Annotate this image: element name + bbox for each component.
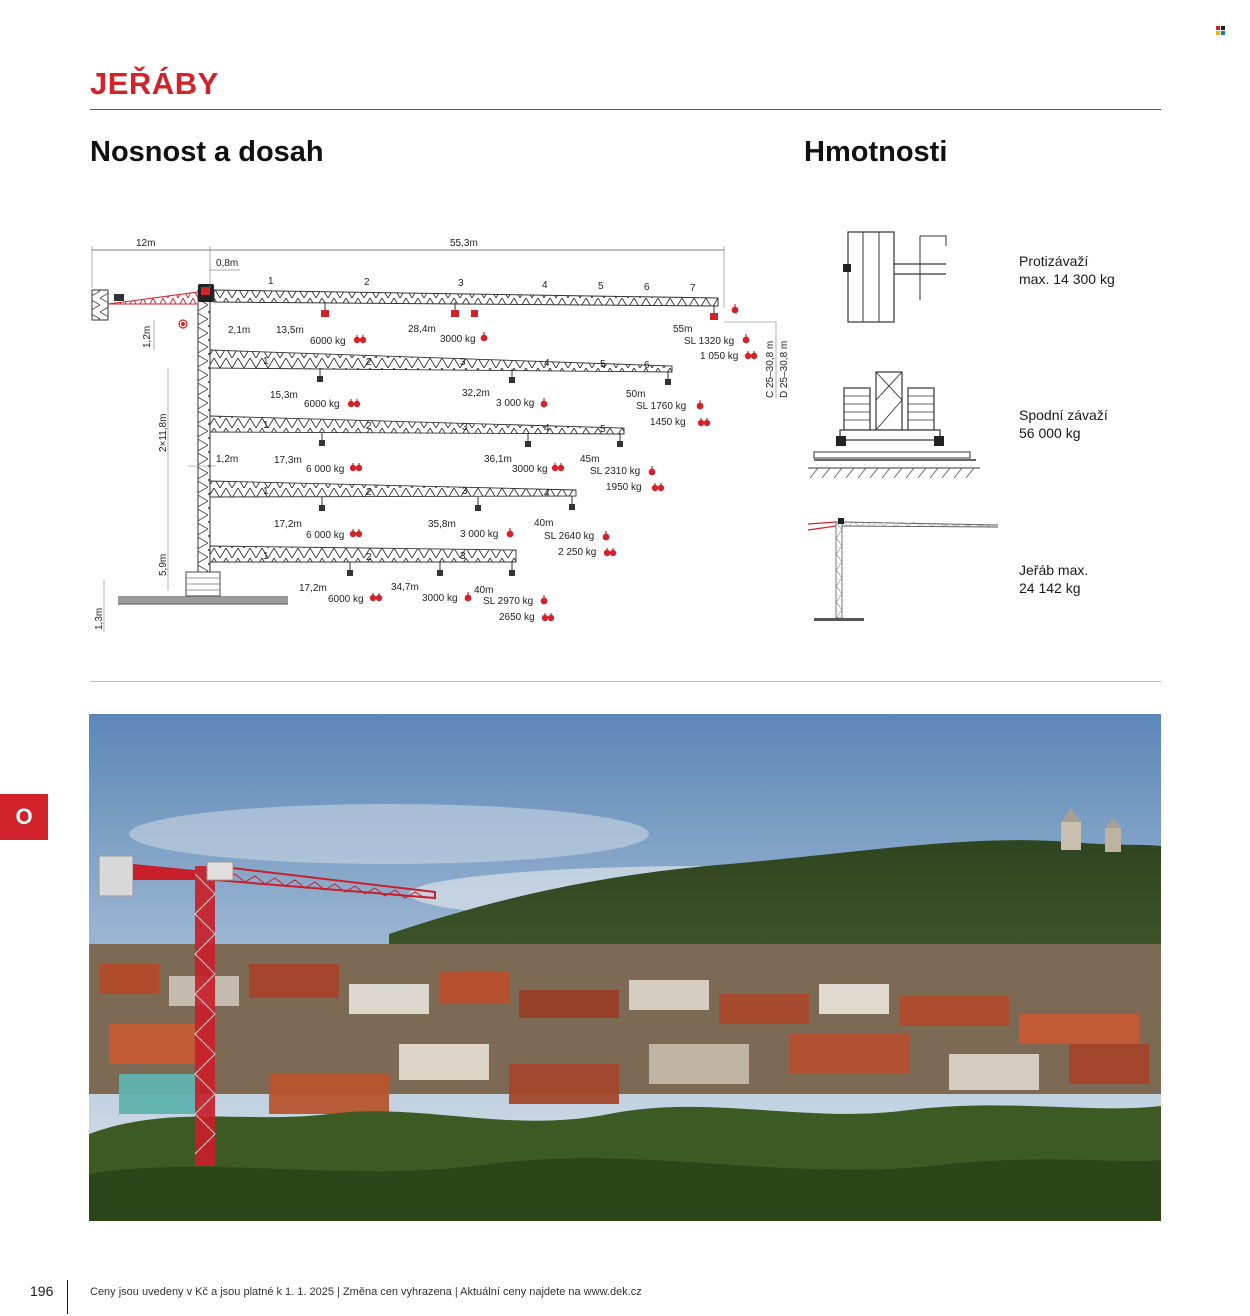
dim-vert-offset: 1,2m — [142, 325, 153, 348]
svg-text:55m: 55m — [673, 324, 693, 335]
svg-text:4: 4 — [544, 488, 550, 499]
svg-text:3000 kg: 3000 kg — [422, 593, 458, 604]
brand-logo-icon — [1216, 26, 1225, 35]
weights-heading: Hmotnosti — [804, 136, 948, 168]
svg-text:6000 kg: 6000 kg — [310, 336, 346, 347]
svg-text:6000 kg: 6000 kg — [328, 594, 364, 605]
page-number: 196 — [30, 1283, 54, 1299]
svg-text:3: 3 — [462, 422, 468, 433]
weight-name: Protizávaží — [1019, 253, 1089, 269]
svg-text:17,3m: 17,3m — [274, 455, 302, 466]
svg-text:2: 2 — [366, 487, 372, 498]
crane-icon — [808, 518, 998, 621]
jib-row-1 — [179, 276, 757, 362]
svg-text:2: 2 — [366, 421, 372, 432]
footer-divider — [67, 1280, 68, 1314]
svg-text:5: 5 — [600, 424, 606, 435]
svg-text:3: 3 — [462, 486, 468, 497]
svg-text:SL 2640 kg: SL 2640 kg — [544, 531, 595, 542]
weight-value: max. 14 300 kg — [1019, 271, 1115, 287]
svg-text:2: 2 — [366, 552, 372, 563]
svg-text:SL 2970 kg: SL 2970 kg — [483, 596, 534, 607]
svg-text:6: 6 — [644, 282, 650, 293]
weight-counterweight — [1019, 252, 1115, 288]
svg-text:50m: 50m — [626, 389, 646, 400]
svg-text:32,2m: 32,2m — [462, 388, 490, 399]
base-ballast-icon — [808, 372, 980, 478]
svg-text:SL 1320 kg: SL 1320 kg — [684, 336, 735, 347]
dim-counter-jib: 12m — [136, 238, 156, 249]
svg-text:3000 kg: 3000 kg — [512, 464, 548, 475]
svg-text:4: 4 — [544, 423, 550, 434]
svg-text:1950 kg: 1950 kg — [606, 482, 642, 493]
load-reach-diagram — [88, 228, 800, 638]
footer-note: Ceny jsou uvedeny v Kč a jsou platné k 1. 1. 2025 | Změna cen vyhrazena | Aktuální ceny najdete na www.dek.cz — [90, 1286, 642, 1298]
svg-text:1: 1 — [268, 276, 274, 287]
svg-text:1 050 kg: 1 050 kg — [700, 351, 739, 362]
weight-name: Spodní závaží — [1019, 407, 1108, 423]
svg-text:2: 2 — [366, 357, 372, 368]
svg-text:28,4m: 28,4m — [408, 324, 436, 335]
dim-mast-upper: 2×11,8m — [158, 413, 169, 452]
header-rule — [90, 109, 1161, 110]
svg-text:4: 4 — [544, 358, 550, 369]
svg-text:7: 7 — [690, 283, 696, 294]
svg-text:1: 1 — [263, 486, 269, 497]
section-divider — [90, 681, 1161, 682]
weight-value: 56 000 kg — [1019, 425, 1081, 441]
svg-text:1450 kg: 1450 kg — [650, 417, 686, 428]
svg-text:2: 2 — [364, 277, 370, 288]
svg-text:2650 kg: 2650 kg — [499, 612, 535, 623]
height-label-d: D 25–30,8 m — [779, 340, 790, 398]
svg-text:40m: 40m — [474, 585, 494, 596]
svg-text:1: 1 — [263, 356, 269, 367]
svg-text:1: 1 — [263, 551, 269, 562]
dim-offset: 0,8m — [216, 258, 239, 269]
dim-jib: 55,3m — [450, 238, 478, 249]
svg-text:6 000 kg: 6 000 kg — [306, 464, 345, 475]
svg-text:3: 3 — [458, 278, 464, 289]
svg-text:2 250 kg: 2 250 kg — [558, 547, 597, 558]
svg-text:6: 6 — [644, 360, 650, 371]
svg-text:3000 kg: 3000 kg — [440, 334, 476, 345]
svg-text:2,1m: 2,1m — [228, 325, 251, 336]
svg-text:17,2m: 17,2m — [274, 519, 302, 530]
dim-mast-lower: 5,9m — [158, 553, 169, 576]
svg-text:3 000 kg: 3 000 kg — [460, 529, 499, 540]
section-title: JEŘÁBY — [90, 66, 219, 101]
svg-text:6 000 kg: 6 000 kg — [306, 530, 345, 541]
svg-text:4: 4 — [542, 280, 548, 291]
svg-text:15,3m: 15,3m — [270, 390, 298, 401]
svg-text:17,2m: 17,2m — [299, 583, 327, 594]
svg-text:SL 2310 kg: SL 2310 kg — [590, 466, 641, 477]
svg-text:SL 1760 kg: SL 1760 kg — [636, 401, 687, 412]
svg-text:3: 3 — [460, 357, 466, 368]
weight-value: 24 142 kg — [1019, 580, 1081, 596]
svg-text:3: 3 — [460, 551, 466, 562]
svg-text:36,1m: 36,1m — [484, 454, 512, 465]
weight-crane — [1019, 561, 1088, 597]
crane-landscape-photo — [89, 714, 1161, 1221]
dim-base: 1,3m — [94, 607, 105, 630]
height-label-c: C 25–30,8 m — [765, 340, 776, 398]
svg-text:6000 kg: 6000 kg — [304, 399, 340, 410]
svg-text:35,8m: 35,8m — [428, 519, 456, 530]
svg-text:1: 1 — [263, 420, 269, 431]
chapter-tab[interactable]: O — [0, 794, 48, 840]
svg-text:5: 5 — [600, 359, 606, 370]
counterweight-icon — [843, 232, 946, 322]
capacity-heading: Nosnost a dosah — [90, 136, 324, 168]
svg-text:13,5m: 13,5m — [276, 325, 304, 336]
svg-text:40m: 40m — [534, 518, 554, 529]
dim-step: 1,2m — [216, 454, 239, 465]
weight-base-ballast — [1019, 406, 1108, 442]
weight-name: Jeřáb max. — [1019, 562, 1089, 578]
svg-text:5: 5 — [598, 281, 604, 292]
svg-text:3 000 kg: 3 000 kg — [496, 398, 535, 409]
svg-text:34,7m: 34,7m — [391, 582, 419, 593]
svg-text:45m: 45m — [580, 454, 600, 465]
